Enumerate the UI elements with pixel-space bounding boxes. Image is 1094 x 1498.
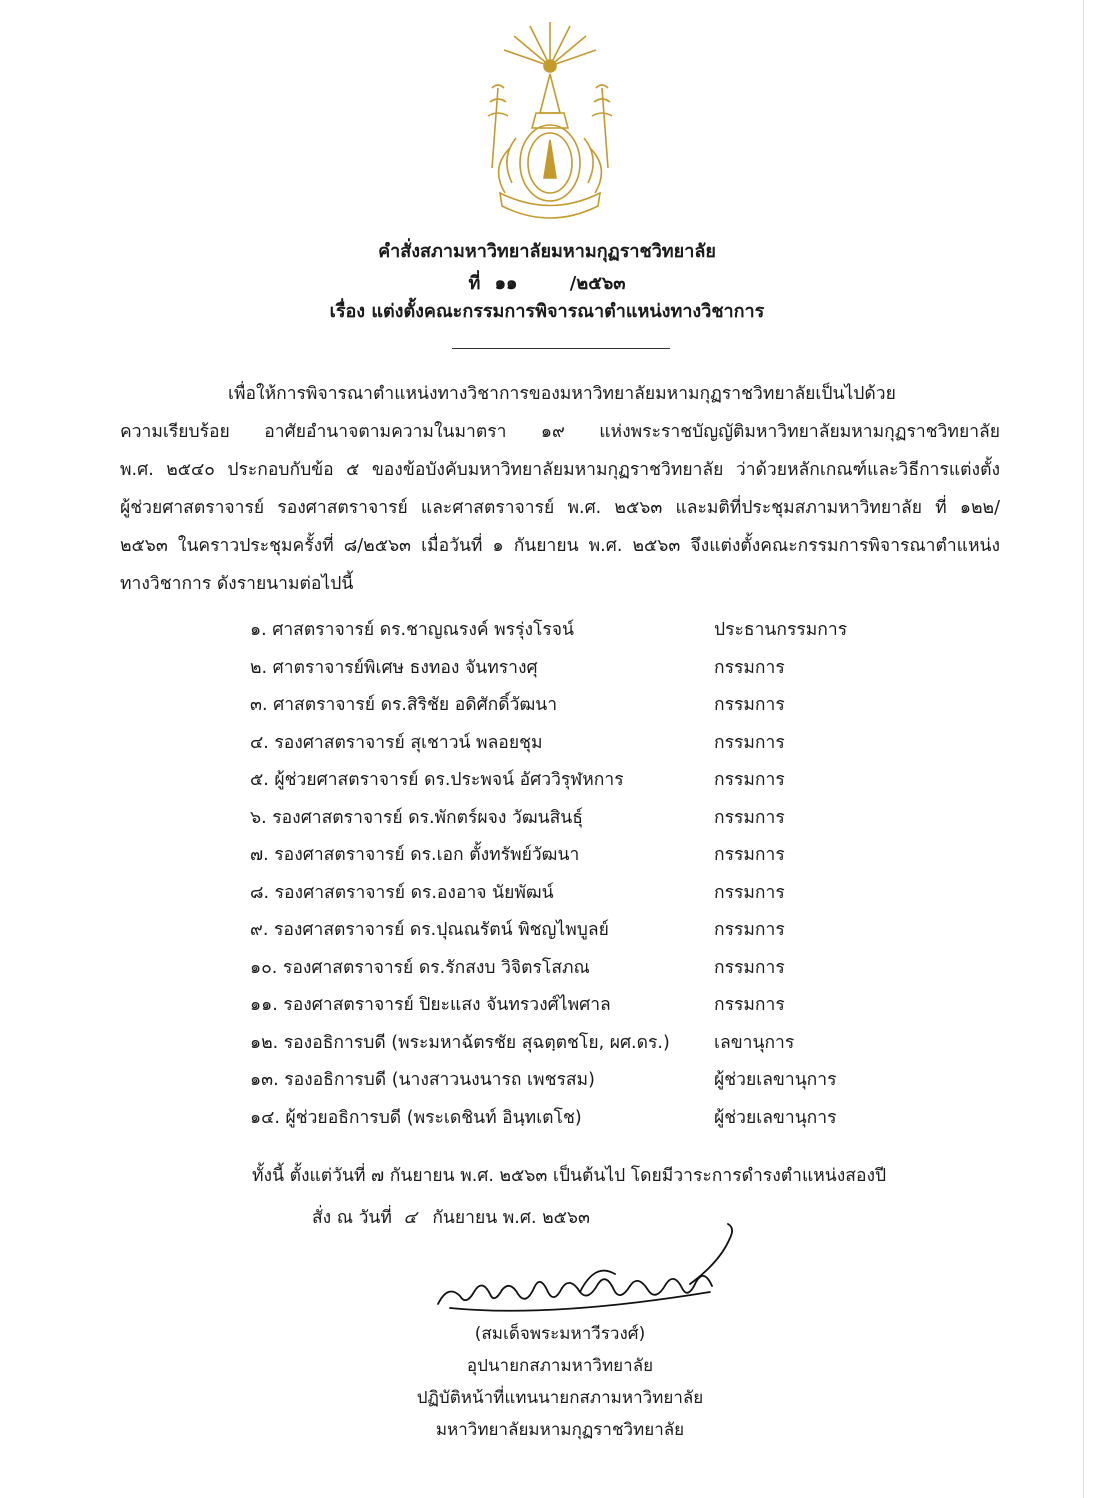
ordered-suffix: กันยายน พ.ศ. ๒๕๖๓: [432, 1208, 590, 1228]
member-name: ๙. รองศาสตราจารย์ ดร.ปุณณรัตน์ พิชญไพบูลย์: [250, 920, 609, 940]
member-role: กรรมการ: [714, 845, 785, 865]
member-name: ๑๔. ผู้ช่วยอธิการบดี (พระเดชินท์ อินฺทเตโช): [250, 1108, 582, 1128]
member-role: กรรมการ: [714, 995, 785, 1015]
member-role: กรรมการ: [714, 920, 785, 940]
signatory-title: ปฏิบัติหน้าที่แทนนายกสภามหาวิทยาลัย: [416, 1388, 704, 1408]
divider-line: [452, 348, 670, 349]
member-role: กรรมการ: [714, 733, 785, 753]
member-role: กรรมการ: [714, 658, 785, 678]
member-role: กรรมการ: [714, 958, 785, 978]
member-role: ผู้ช่วยเลขานุการ: [714, 1070, 837, 1090]
member-name: ๒. ศาตราจารย์พิเศษ ธงทอง จันทรางศุ: [250, 658, 538, 678]
member-name: ๕. ผู้ช่วยศาสตราจารย์ ดร.ประพจน์ อัศววิรุฬหการ: [250, 770, 624, 790]
order-title: คำสั่งสภามหาวิทยาลัยมหามกุฏราชวิทยาลัย: [378, 241, 716, 262]
member-role: เลขานุการ: [714, 1033, 795, 1053]
preamble-line: ความเรียบร้อย อาศัยอำนาจตามความในมาตรา ๑๙ แห่งพระราชบัญญัติมหาวิทยาลัยมหามกุฏราชวิทยาลัย: [120, 422, 1000, 442]
signatory-title: มหาวิทยาลัยมหามกุฏราชวิทยาลัย: [435, 1420, 685, 1440]
order-prefix: ที่: [468, 273, 481, 294]
member-role: กรรมการ: [714, 808, 785, 828]
preamble-line: ทางวิชาการ ดังรายนามต่อไปนี้: [120, 574, 354, 594]
preamble-line: เพื่อให้การพิจารณาตำแหน่งทางวิชาการของมหาวิทยาลัยมหามกุฏราชวิทยาลัยเป็นไปด้วย: [228, 384, 896, 404]
member-name: ๖. รองศาสตราจารย์ ดร.พักตร์ผจง วัฒนสินธุ์: [250, 808, 583, 828]
ordered-day: ๔: [403, 1208, 417, 1228]
order-subject: เรื่อง แต่งตั้งคณะกรรมการพิจารณาตำแหน่งทางวิชาการ: [329, 301, 765, 322]
member-name: ๗. รองศาสตราจารย์ ดร.เอก ตั้งทรัพย์วัฒนา: [250, 845, 580, 865]
preamble-line: ๒๕๖๓ ในคราวประชุมครั้งที่ ๘/๒๕๖๓ เมื่อวันที่ ๑ กันยายน พ.ศ. ๒๕๖๓ จึงแต่งตั้งคณะกรรมการพิจารณาตำแหน่ง: [120, 536, 1000, 556]
handwritten-signature: [430, 1222, 750, 1322]
member-name: ๑๑. รองศาสตราจารย์ ปิยะแสง จันทรวงศ์ไพศาล: [250, 995, 611, 1015]
order-year: /๒๕๖๓: [569, 273, 626, 294]
member-name: ๑. ศาสตราจารย์ ดร.ชาญณรงค์ พรรุ่งโรจน์: [250, 620, 575, 640]
member-role: กรรมการ: [714, 770, 785, 790]
member-role: กรรมการ: [714, 883, 785, 903]
preamble-line: พ.ศ. ๒๕๔๐ ประกอบกับข้อ ๕ ของข้อบังคับมหาวิทยาลัยมหามกุฏราชวิทยาลัย ว่าด้วยหลักเกณฑ์และวิธีการแต่งตั้ง: [120, 460, 1000, 480]
preamble-line: ผู้ช่วยศาสตราจารย์ รองศาสตราจารย์ และศาสตราจารย์ พ.ศ. ๒๕๖๓ และมติที่ประชุมสภามหาวิทยาลัย ที่ ๑๒๒/: [120, 498, 1000, 518]
member-name: ๓. ศาสตราจารย์ ดร.สิริชัย อดิศักดิ์วัฒนา: [250, 695, 558, 715]
member-name: ๔. รองศาสตราจารย์ สุเชาวน์ พลอยชุม: [250, 733, 543, 753]
member-role: ผู้ช่วยเลขานุการ: [714, 1108, 837, 1128]
order-number-line: [0, 268, 1094, 297]
member-name: ๑๓. รองอธิการบดี (นางสาวนงนารถ เพชรสม): [250, 1070, 595, 1090]
member-role: ประธานกรรมการ: [714, 620, 848, 640]
signatory-name: (สมเด็จพระมหาวีรวงศ์): [474, 1324, 646, 1344]
order-number: ๑๑: [494, 273, 518, 294]
member-role: กรรมการ: [714, 695, 785, 715]
university-emblem: [470, 18, 630, 233]
member-name: ๘. รองศาสตราจารย์ ดร.องอาจ นัยพัฒน์: [250, 883, 554, 903]
ordered-prefix: สั่ง ณ วันที่: [312, 1208, 392, 1228]
page-edge: [1083, 0, 1084, 1498]
effective-date-line: ทั้งนี้ ตั้งแต่วันที่ ๗ กันยายน พ.ศ. ๒๕๖๓ เป็นต้นไป โดยมีวาระการดำรงตำแหน่งสองปี: [252, 1166, 887, 1186]
signatory-title: อุปนายกสภามหาวิทยาลัย: [466, 1356, 654, 1376]
member-name: ๑๒. รองอธิการบดี (พระมหาฉัตรชัย สุฉตฺตชโย, ผศ.ดร.): [250, 1033, 670, 1053]
member-name: ๑๐. รองศาสตราจารย์ ดร.รักสงบ วิจิตรโสภณ: [250, 958, 590, 978]
